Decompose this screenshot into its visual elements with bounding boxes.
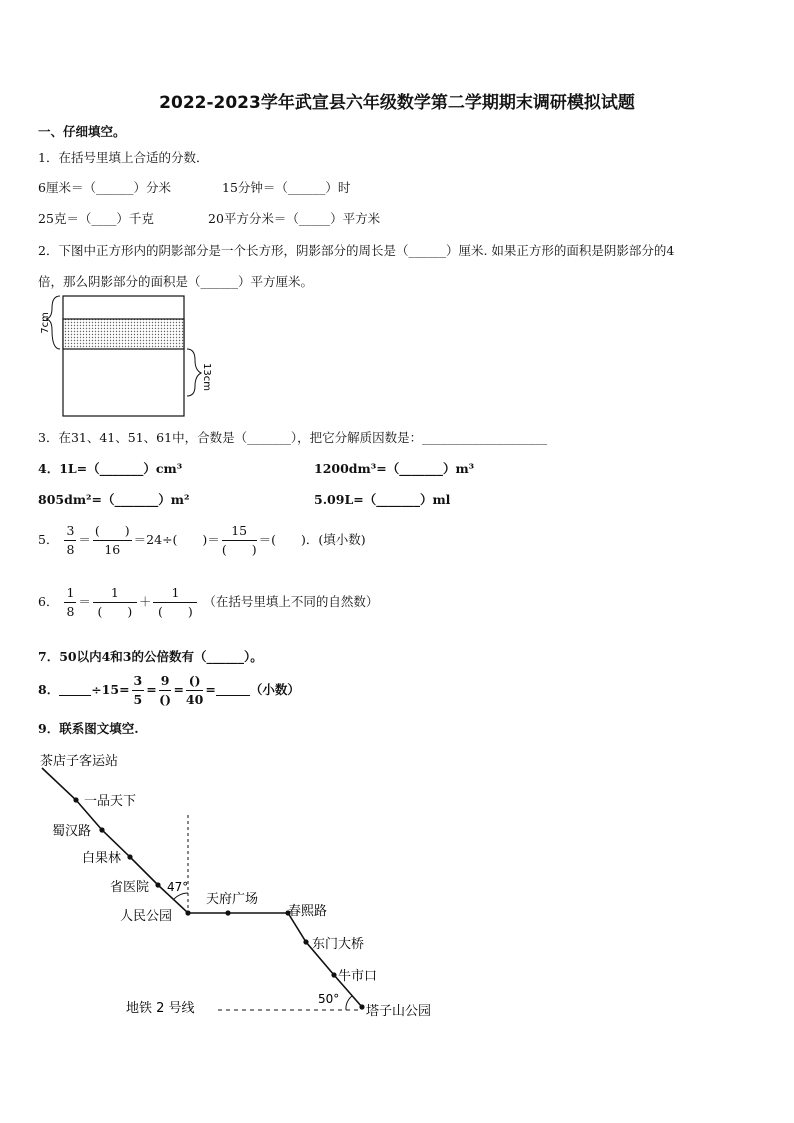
question-1-item-c: 25克＝（____）千克: [38, 211, 154, 226]
station-dot: [185, 910, 190, 915]
station-dot: [73, 797, 78, 802]
station-dot: [359, 1004, 364, 1009]
fraction: [93, 584, 137, 621]
question-4-item-a: 4．1L=（_______）cm³: [38, 461, 183, 476]
station-dot: [155, 882, 160, 887]
shaded-rectangle: [63, 319, 184, 349]
question-8-number: 8．: [38, 682, 60, 697]
station-label: 牛市口: [338, 969, 378, 984]
question-5: 5． $\frac{3}{8}$ ＝ $\frac{( )}{16}$ ＝24÷( )＝ $\frac{15}{( )}$ ＝( )．(填小数): [38, 523, 366, 557]
question-1-stem: 1．在括号里填上合适的分数．: [38, 150, 209, 165]
numerator: 3: [64, 522, 76, 541]
denominator: 16: [104, 542, 121, 557]
answer-blank: [59, 683, 91, 696]
denominator: 5: [133, 692, 143, 707]
station-dot: [225, 910, 230, 915]
station-label: 东门大桥: [312, 937, 365, 952]
station-label: 白果林: [82, 851, 122, 866]
numerator: 3: [132, 672, 145, 691]
numerator: 1: [93, 584, 137, 603]
numerator: 9: [159, 672, 172, 691]
station-label: 天府广场: [206, 892, 259, 907]
question-4-item-c: 805dm²=（_______）m²: [38, 492, 190, 507]
expression-start: ÷15=: [91, 682, 130, 697]
metro-map: [30, 745, 460, 1035]
fraction: [132, 672, 145, 709]
denominator: ( ): [97, 604, 133, 619]
numerator: 1: [64, 584, 76, 603]
question-6-number: 6．: [38, 594, 59, 609]
question-2-line-1: 2．下图中正方形内的阴影部分是一个长方形，阴影部分的周长是（______）厘米. 如果正方形的面积是阴影部分的4: [38, 243, 675, 258]
question-6: 6． $\frac{1}{8}$ ＝ $\frac{1}{( )}$ ＋ $\frac{1}{( )}$ （在括号里填上不同的自然数）: [38, 585, 379, 619]
station-label: 一品天下: [84, 794, 137, 809]
question-1-item-a: 6厘米＝（______）分米: [38, 180, 171, 195]
answer-blank: [216, 683, 250, 696]
station-label: 塔子山公园: [366, 1004, 432, 1019]
question-4-item-d: 5.09L=（_______）ml: [314, 492, 451, 507]
question-7: 7．50以内4和3的公倍数有（______）。: [38, 649, 263, 664]
station-dot: [127, 854, 132, 859]
question-2-line-2: 倍，那么阴影部分的面积是（______）平方厘米。: [38, 274, 314, 289]
denominator: ( ): [158, 604, 193, 619]
station-label: 人民公园: [120, 909, 173, 924]
station-dot: [303, 939, 308, 944]
fraction: [64, 584, 76, 621]
numerator: 1: [153, 584, 197, 603]
question-1-item-b: 15分钟＝（______）时: [222, 180, 351, 195]
station-dot: [99, 827, 104, 832]
denominator: 40: [185, 692, 204, 707]
angle-arc-50: [346, 996, 352, 1010]
question-1-item-d: 20平方分米＝（_____）平方米: [208, 211, 381, 226]
station-label: 春熙路: [288, 904, 328, 919]
question-8: 8． ÷15= $\frac{3}{5}$ = $\frac{9}{()}$ = $\frac{()}{40}$ = （小数）: [38, 673, 300, 707]
denominator: (): [159, 692, 171, 707]
station-label: 茶店子客运站: [40, 754, 119, 769]
fraction: [93, 522, 132, 559]
page-title: 2022-2023学年武宣县六年级数学第二学期期末调研模拟试题: [159, 93, 635, 113]
station-label: 省医院: [110, 880, 150, 895]
expression-tail: ＝( )．(填小数): [258, 532, 366, 547]
denominator: 8: [66, 542, 75, 557]
denominator: ( ): [221, 542, 257, 557]
fraction: [222, 522, 257, 559]
section-heading: 一、仔细填空。: [38, 124, 126, 139]
question-5-number: 5．: [38, 532, 59, 547]
label-13cm: 13cm: [201, 363, 212, 391]
fraction: [159, 672, 172, 709]
numerator: (): [186, 672, 203, 691]
square-figure: [34, 294, 224, 418]
station-label: 蜀汉路: [52, 824, 92, 839]
metro-line-label: 地铁 2 号线: [126, 1001, 195, 1016]
question-4-item-b: 1200dm³=（_______）m³: [314, 461, 475, 476]
fraction: [186, 672, 203, 709]
station-dot: [331, 972, 336, 977]
numerator: 15: [222, 522, 257, 541]
numerator: ( ): [93, 522, 132, 541]
square-outline: [63, 296, 184, 416]
expression-middle: ＝24÷( )＝: [133, 532, 220, 547]
denominator: 8: [66, 604, 75, 619]
right-brace-icon: [187, 349, 201, 396]
expression-tail: （小数）: [249, 682, 300, 697]
angle-label-50: 50°: [318, 992, 340, 1006]
question-6-note: （在括号里填上不同的自然数）: [203, 594, 379, 609]
question-9: 9．联系图文填空.: [38, 721, 139, 736]
fraction: [64, 522, 76, 559]
question-3: 3．在31、41、51、61中，合数是（_______），把它分解质因数是：____________________: [38, 430, 548, 445]
fraction: [153, 584, 197, 621]
angle-label-47: 47°: [167, 880, 189, 894]
label-7cm: 7cm: [40, 312, 51, 334]
